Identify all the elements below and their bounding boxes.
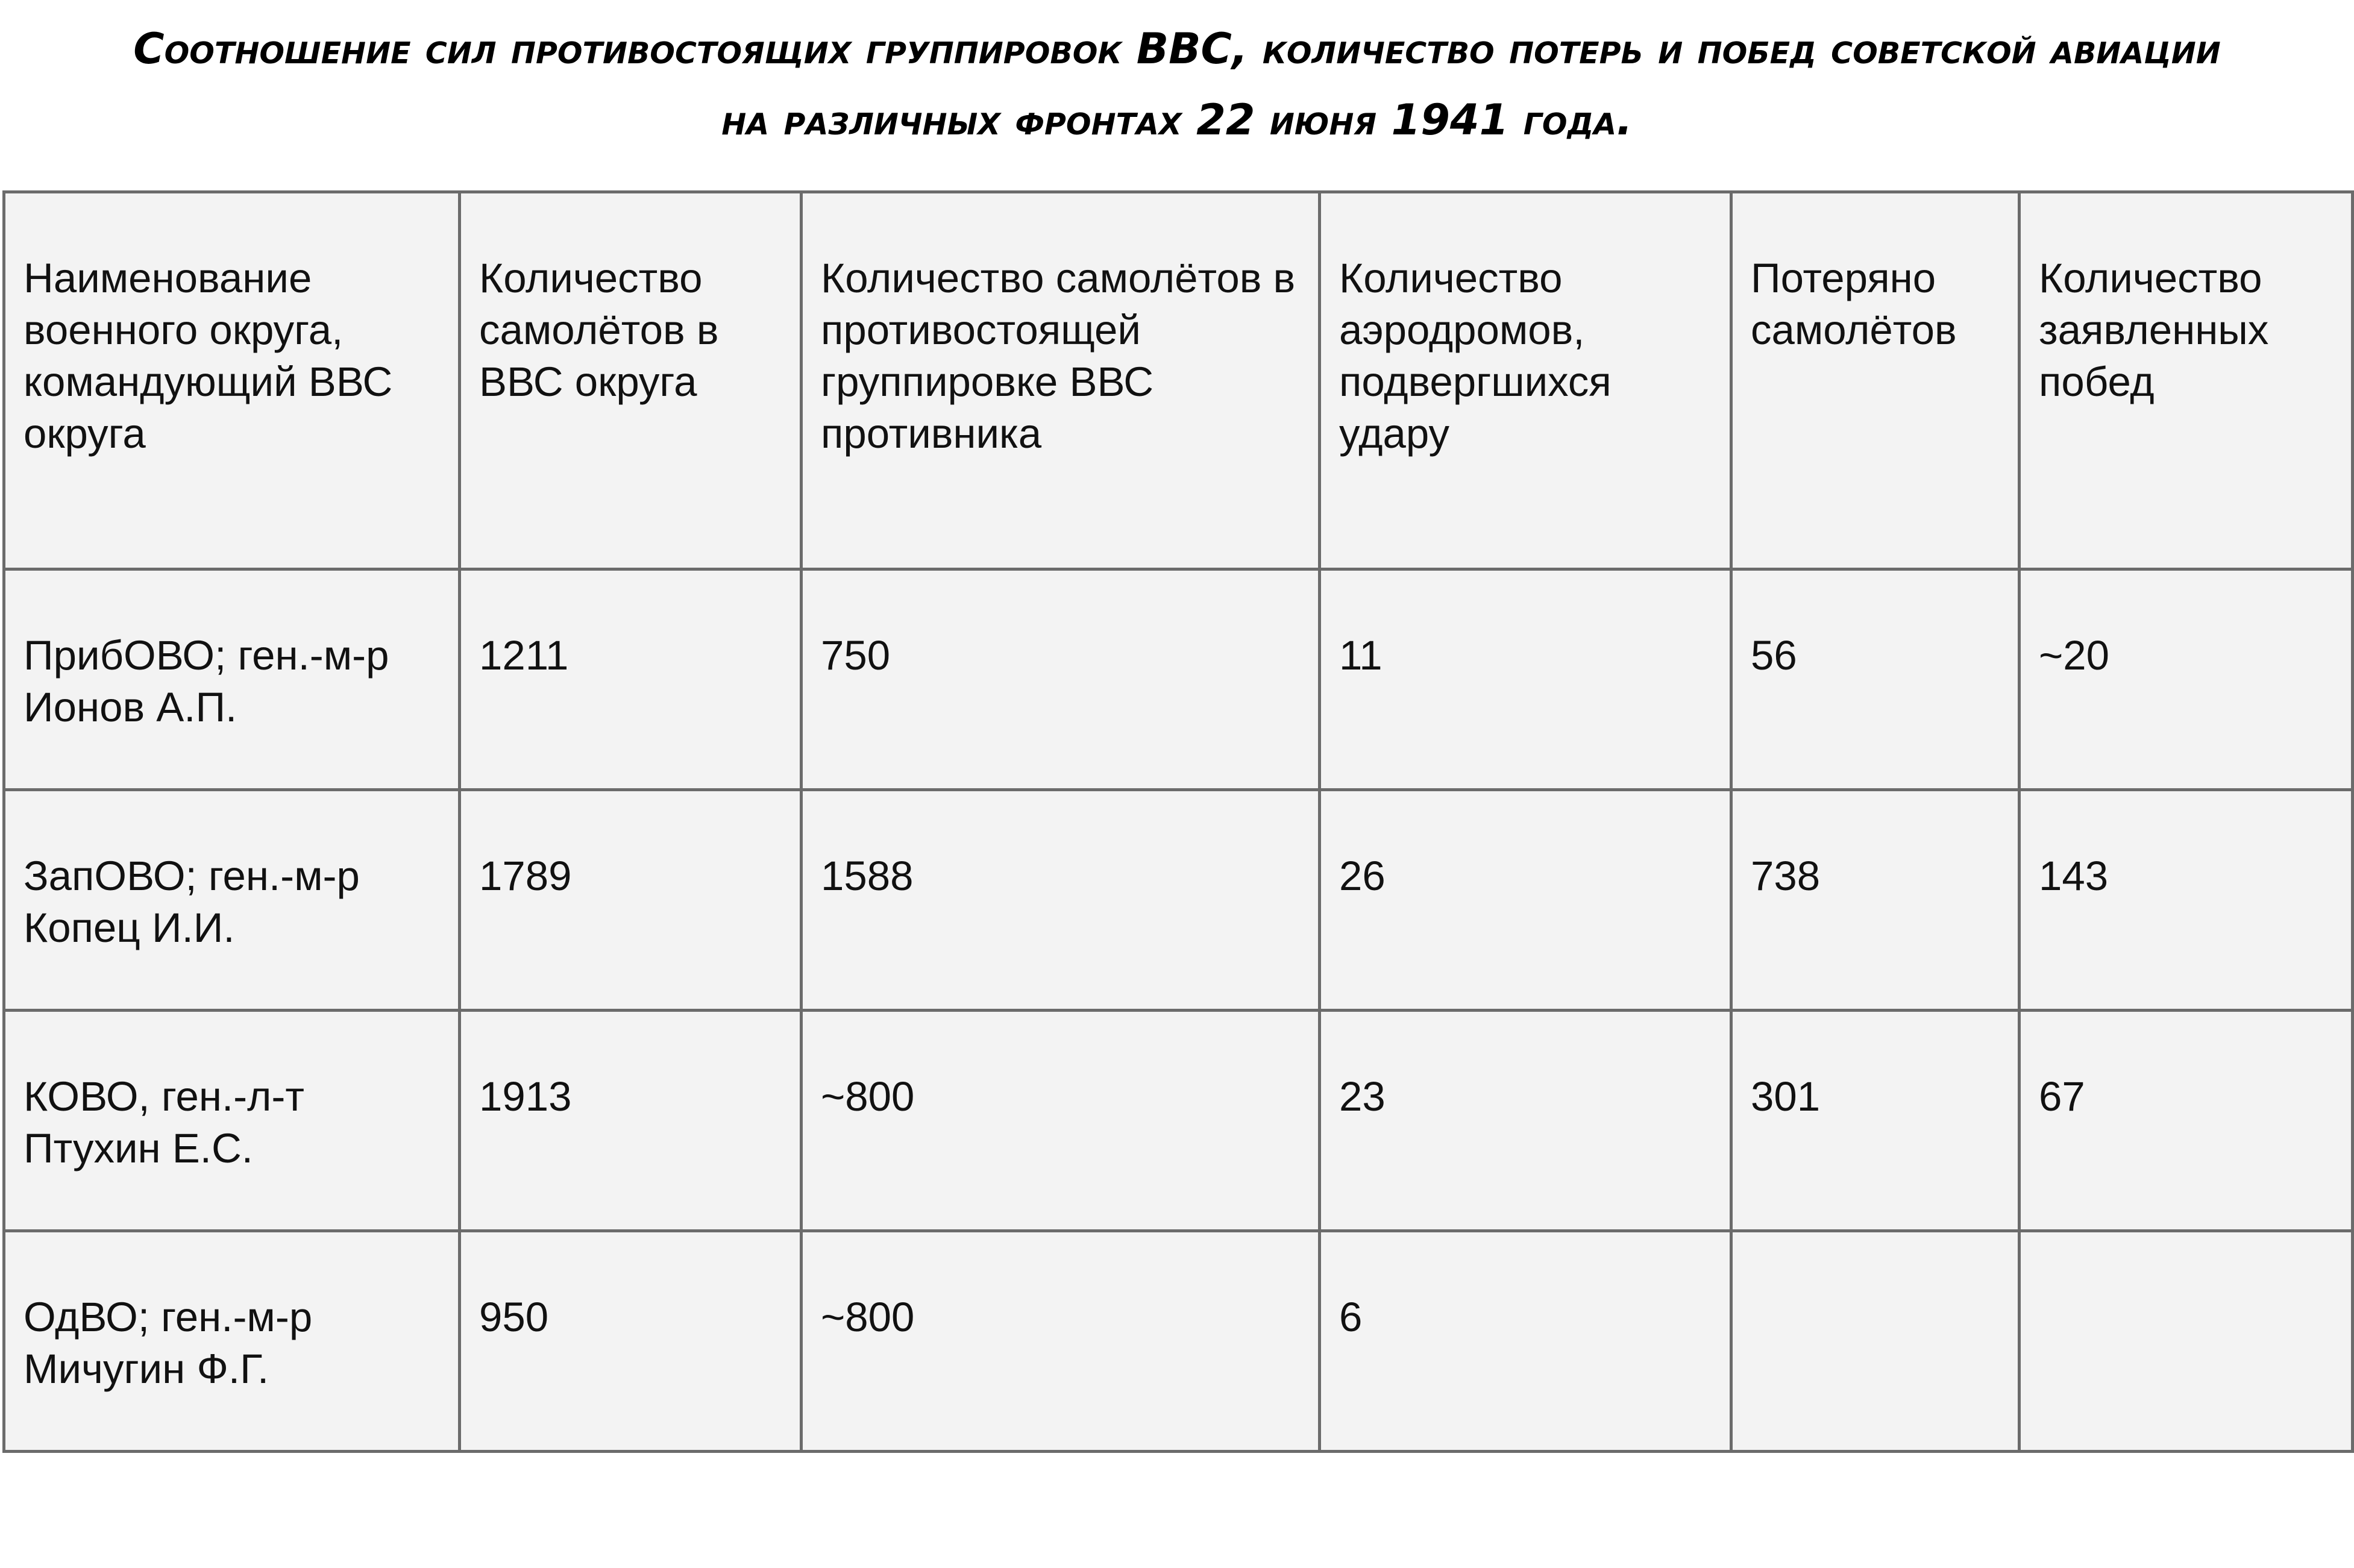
cell-claimed-victories: ~20 <box>2020 569 2353 790</box>
cell-claimed-victories: 67 <box>2020 1011 2353 1231</box>
cell-airfields-attacked: 6 <box>1320 1231 1731 1452</box>
title-line-1: Соотношение сил противостоящих группировок ВВС, количество потерь и побед советской авиации <box>133 24 2221 74</box>
cell-aircraft-count: 1789 <box>460 790 802 1011</box>
aviation-table <box>2 190 2354 1453</box>
cell-enemy-aircraft: 1588 <box>802 790 1320 1011</box>
cell-enemy-aircraft: ~800 <box>802 1011 1320 1231</box>
cell-aircraft-lost <box>1731 1231 2020 1452</box>
table-header-row <box>4 192 2353 569</box>
cell-aircraft-count: 1913 <box>460 1011 802 1231</box>
table-row <box>4 1011 2353 1231</box>
cell-aircraft-lost: 738 <box>1731 790 2020 1011</box>
cell-airfields-attacked: 23 <box>1320 1011 1731 1231</box>
table-row <box>4 569 2353 790</box>
header-cell-claimed-victories: Количество заявленных побед <box>2020 192 2353 569</box>
cell-airfields-attacked: 11 <box>1320 569 1731 790</box>
cell-aircraft-lost: 301 <box>1731 1011 2020 1231</box>
cell-claimed-victories <box>2020 1231 2353 1452</box>
cell-district: ОдВО; ген.-м-р Мичугин Ф.Г. <box>4 1231 460 1452</box>
cell-district: ЗапОВО; ген.-м-р Копец И.И. <box>4 790 460 1011</box>
header-cell-aircraft-count: Количество самолётов в ВВС округа <box>460 192 802 569</box>
cell-aircraft-lost: 56 <box>1731 569 2020 790</box>
cell-aircraft-count: 1211 <box>460 569 802 790</box>
table-row <box>4 790 2353 1011</box>
cell-district: ПрибОВО; ген.-м-р Ионов А.П. <box>4 569 460 790</box>
cell-claimed-victories: 143 <box>2020 790 2353 1011</box>
table-row <box>4 1231 2353 1452</box>
page-title <box>0 13 2354 155</box>
header-cell-district: Наименование военного округа, командующий ВВС округа <box>4 192 460 569</box>
header-cell-airfields-attacked: Количество аэродромов, подвергшихся удару <box>1320 192 1731 569</box>
cell-aircraft-count: 950 <box>460 1231 802 1452</box>
title-line-2: на различных фронтах 22 июня 1941 года. <box>721 95 1633 145</box>
cell-airfields-attacked: 26 <box>1320 790 1731 1011</box>
cell-district: КОВО, ген.-л-т Птухин Е.С. <box>4 1011 460 1231</box>
cell-enemy-aircraft: ~800 <box>802 1231 1320 1452</box>
header-cell-aircraft-lost: Потеряно самолётов <box>1731 192 2020 569</box>
cell-enemy-aircraft: 750 <box>802 569 1320 790</box>
header-cell-enemy-aircraft: Количество самолётов в противостоящей группировке ВВС противника <box>802 192 1320 569</box>
